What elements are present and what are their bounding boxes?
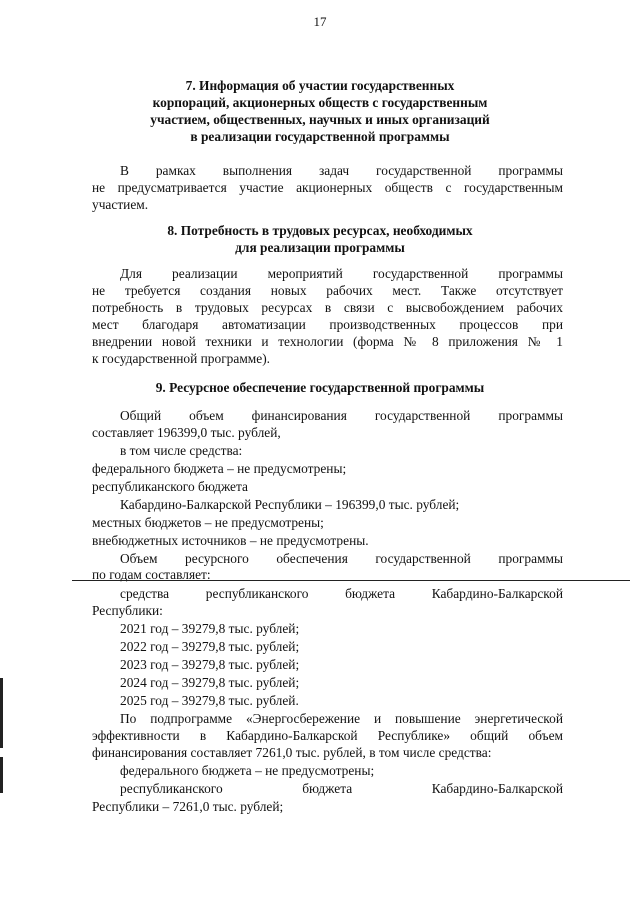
heading-line: 7. Информация об участии государственных	[185, 78, 455, 93]
text-line: потребность в трудовых ресурсах в связи с высвобождением рабочих	[92, 300, 563, 315]
text-line: Республики:	[92, 603, 163, 618]
text-line: 2022 год – 39279,8 тыс. рублей;	[120, 639, 300, 654]
text-line: участием.	[92, 197, 149, 212]
text-line: в том числе средства:	[120, 443, 243, 458]
heading-line: для реализации программы	[235, 240, 405, 255]
text-line: 2023 год – 39279,8 тыс. рублей;	[120, 657, 300, 672]
text-line: Кабардино-Балкарской Республики – 196399,0 тыс. рублей;	[120, 497, 460, 512]
text-line: федерального бюджета – не предусмотрены;	[120, 763, 375, 778]
heading-line: корпораций, акционерных обществ с государственным	[152, 95, 488, 110]
text-line: Республики – 7261,0 тыс. рублей;	[92, 799, 284, 814]
text-line: к государственной программе).	[92, 351, 271, 366]
text-line: В рамках выполнения задач государственной программы	[120, 163, 563, 178]
text-line: финансирования составляет 7261,0 тыс. рублей, в том числе средства:	[92, 745, 492, 760]
text-line: средства республиканского бюджета Кабардино-Балкарской	[120, 586, 563, 601]
text-line: местных бюджетов – не предусмотрены;	[92, 515, 324, 530]
scan-edge-mark	[0, 757, 3, 793]
text-line: не требуется создания новых рабочих мест. Также отсутствует	[92, 283, 563, 298]
page-number: 17	[313, 14, 327, 29]
heading-line: 8. Потребность в трудовых ресурсах, необходимых	[167, 223, 473, 238]
text-line: не предусматривается участие акционерных обществ с государственным	[92, 180, 563, 195]
text-line: по годам составляет:	[92, 567, 211, 582]
text-line: Для реализации мероприятий государственной программы	[120, 266, 563, 281]
text-line: внебюджетных источников – не предусмотрены.	[92, 533, 369, 548]
text-line: 2021 год – 39279,8 тыс. рублей;	[120, 621, 300, 636]
scan-divider-line	[72, 580, 630, 581]
text-line: Объем ресурсного обеспечения государственной программы	[120, 551, 563, 566]
text-line: По подпрограмме «Энергосбережение и повышение энергетической	[120, 711, 563, 726]
text-line: мест благодаря автоматизации производственных процессов при	[92, 317, 563, 332]
text-line: внедрении новой техники и технологии (форма № 8 приложения № 1	[92, 334, 563, 349]
text-line: эффективности в Кабардино-Балкарской Республике» общий объем	[92, 728, 563, 743]
scan-edge-mark	[0, 678, 3, 748]
section-9-heading: 9. Ресурсное обеспечение государственной программы	[155, 380, 485, 395]
text-line: республиканского бюджета	[92, 479, 248, 494]
text-line: 2025 год – 39279,8 тыс. рублей.	[120, 693, 299, 708]
text-line: федерального бюджета – не предусмотрены;	[92, 461, 347, 476]
text-line: 2024 год – 39279,8 тыс. рублей;	[120, 675, 300, 690]
text-line: республиканского бюджета Кабардино-Балкарской	[120, 781, 563, 796]
heading-line: участием, общественных, научных и иных организаций	[150, 112, 490, 127]
text-line: Общий объем финансирования государственной программы	[120, 408, 563, 423]
text-line: составляет 196399,0 тыс. рублей,	[92, 425, 281, 440]
heading-line: в реализации государственной программы	[190, 129, 450, 144]
